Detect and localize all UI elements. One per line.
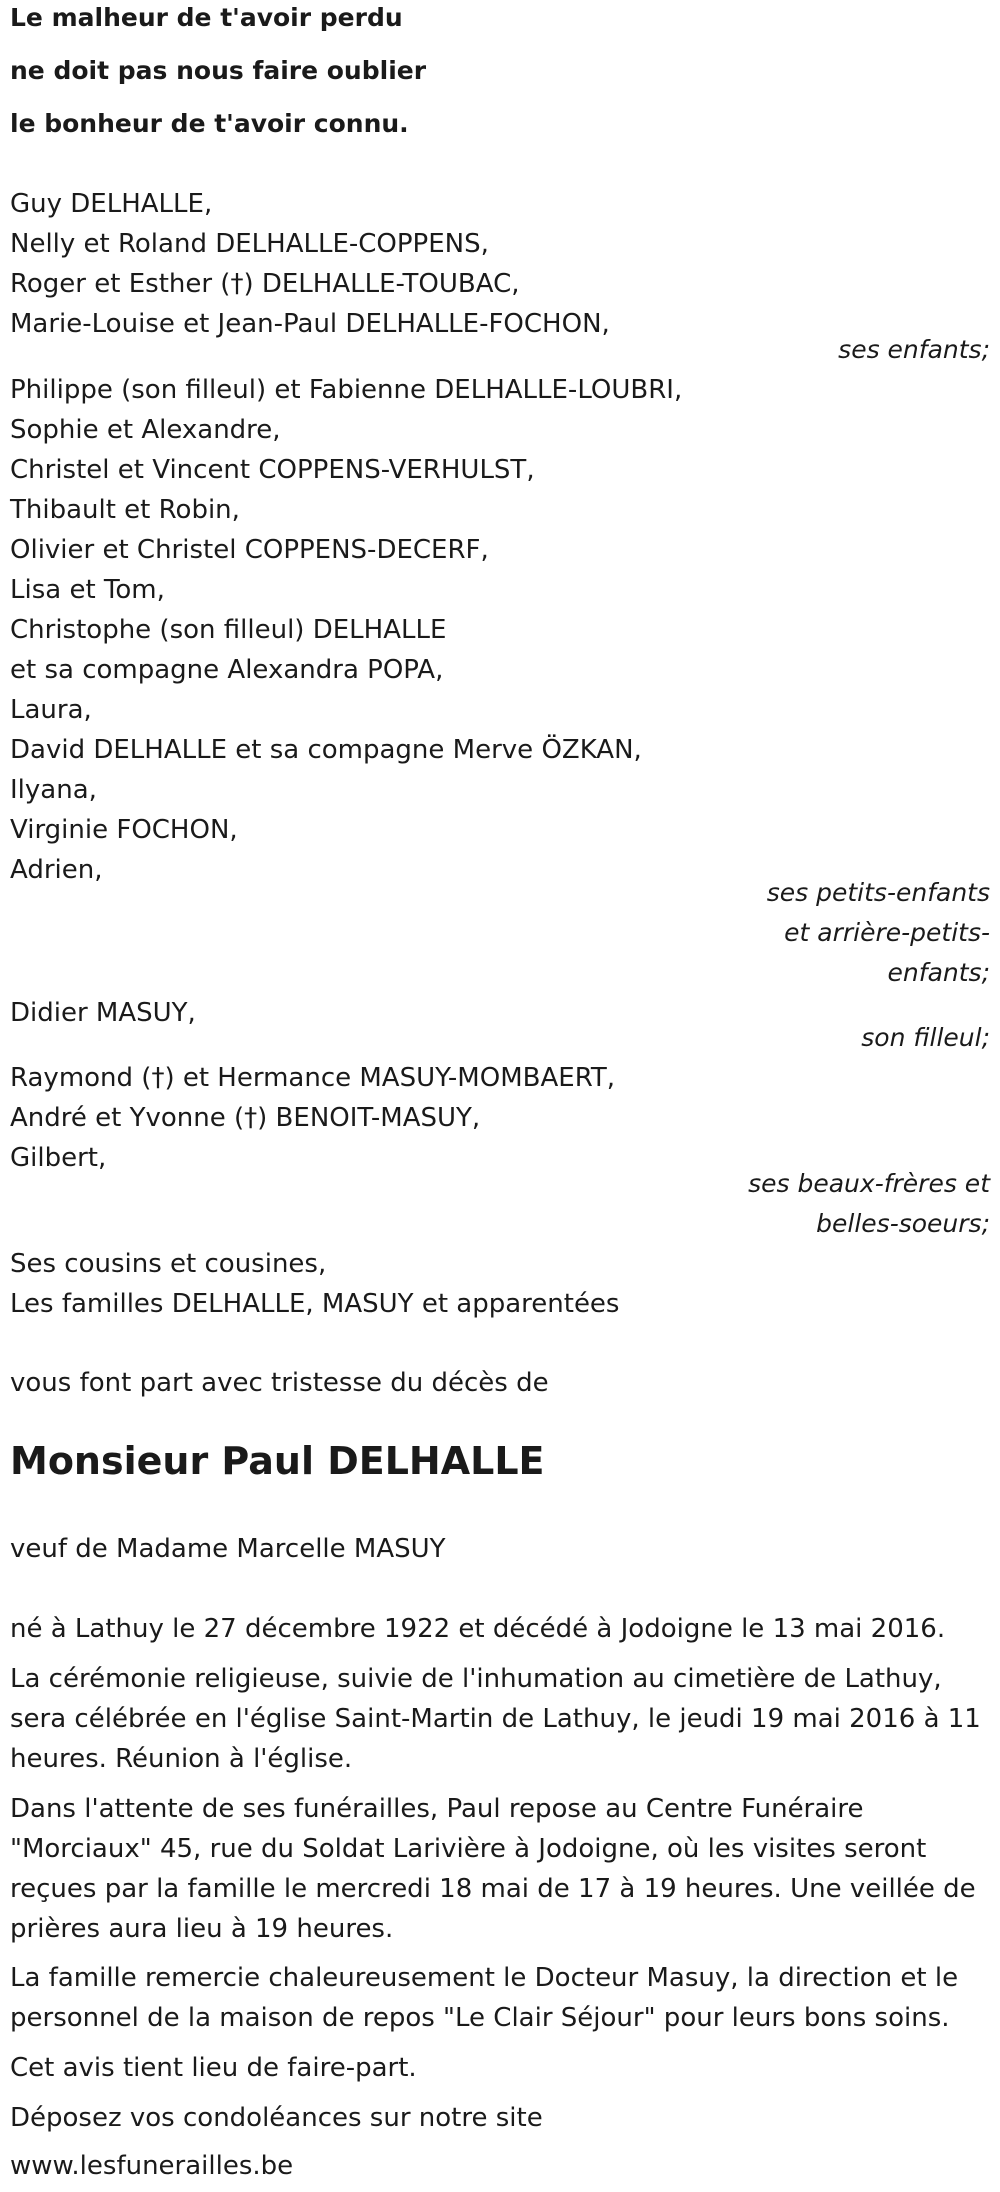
grandchildren-role-line-1: ses petits-enfants: [766, 878, 990, 907]
in-law-name: Gilbert,: [10, 1143, 107, 1173]
in-law-name: Raymond (†) et Hermance MASUY-MOMBAERT,: [10, 1063, 616, 1093]
in-laws-role-line-2: belles-soeurs;: [816, 1209, 990, 1238]
visitation-line: Dans l'attente de ses funérailles, Paul repose au Centre Funéraire: [10, 1794, 864, 1824]
website-link[interactable]: www.lesfunerailles.be: [10, 2151, 294, 2181]
visitation-line: prières aura lieu à 19 heures.: [10, 1914, 394, 1944]
motto-line-2: ne doit pas nous faire oublier: [10, 56, 427, 85]
children-name: Roger et Esther (†) DELHALLE-TOUBAC,: [10, 269, 520, 299]
grandchild-name: Virginie FOCHON,: [10, 815, 238, 845]
grandchild-name: Laura,: [10, 695, 92, 725]
visitation-line: "Morciaux" 45, rue du Soldat Larivière à Jodoigne, où les visites seront: [10, 1834, 927, 1864]
grandchild-name: Olivier et Christel COPPENS-DECERF,: [10, 535, 489, 565]
ceremony-line: La cérémonie religieuse, suivie de l'inhumation au cimetière de Lathuy,: [10, 1664, 942, 1694]
thanks-line: La famille remercie chaleureusement le Docteur Masuy, la direction et le: [10, 1963, 959, 1993]
in-law-name: André et Yvonne (†) BENOIT-MASUY,: [10, 1103, 481, 1133]
grandchild-name: David DELHALLE et sa compagne Merve ÖZKAN,: [10, 735, 642, 765]
children-name: Nelly et Roland DELHALLE-COPPENS,: [10, 229, 489, 259]
motto-line-1: Le malheur de t'avoir perdu: [10, 3, 403, 32]
grandchild-name: Sophie et Alexandre,: [10, 415, 281, 445]
grandchildren-role-line-2: et arrière-petits-: [784, 918, 990, 947]
widower-text: veuf de Madame Marcelle MASUY: [10, 1534, 446, 1564]
grandchildren-role-line-3: enfants;: [887, 958, 990, 987]
condolences-text: Déposez vos condoléances sur notre site: [10, 2103, 543, 2133]
grandchild-name: Philippe (son filleul) et Fabienne DELHALLE-LOUBRI,: [10, 375, 683, 405]
grandchild-name: Lisa et Tom,: [10, 575, 165, 605]
in-laws-role-line-1: ses beaux-frères et: [748, 1169, 990, 1198]
grandchild-name: Ilyana,: [10, 775, 97, 805]
grandchild-name: Christel et Vincent COPPENS-VERHULST,: [10, 455, 535, 485]
grandchild-name: Christophe (son filleul) DELHALLE: [10, 615, 447, 645]
deceased-name: Monsieur Paul DELHALLE: [10, 1439, 545, 1483]
announcement-text: vous font part avec tristesse du décès de: [10, 1368, 549, 1398]
ceremony-line: sera célébrée en l'église Saint-Martin de Lathuy, le jeudi 19 mai 2016 à 11: [10, 1704, 981, 1734]
children-name: Marie-Louise et Jean-Paul DELHALLE-FOCHON,: [10, 309, 610, 339]
motto-line-3: le bonheur de t'avoir connu.: [10, 109, 409, 138]
grandchild-name: Adrien,: [10, 855, 103, 885]
birth-death-text: né à Lathuy le 27 décembre 1922 et décédé à Jodoigne le 13 mai 2016.: [10, 1614, 946, 1644]
family-line: Ses cousins et cousines,: [10, 1249, 327, 1279]
ceremony-line: heures. Réunion à l'église.: [10, 1744, 353, 1774]
notice-text: Cet avis tient lieu de faire-part.: [10, 2053, 417, 2083]
godson-role: son filleul;: [861, 1023, 990, 1052]
visitation-line: reçues par la famille le mercredi 18 mai de 17 à 19 heures. Une veillée de: [10, 1874, 976, 1904]
family-line: Les familles DELHALLE, MASUY et apparentées: [10, 1289, 620, 1319]
godson-name: Didier MASUY,: [10, 998, 196, 1028]
grandchild-name: et sa compagne Alexandra POPA,: [10, 655, 444, 685]
thanks-line: personnel de la maison de repos "Le Clair Séjour" pour leurs bons soins.: [10, 2003, 950, 2033]
grandchild-name: Thibault et Robin,: [10, 495, 240, 525]
children-role: ses enfants;: [838, 335, 990, 364]
children-name: Guy DELHALLE,: [10, 189, 213, 219]
